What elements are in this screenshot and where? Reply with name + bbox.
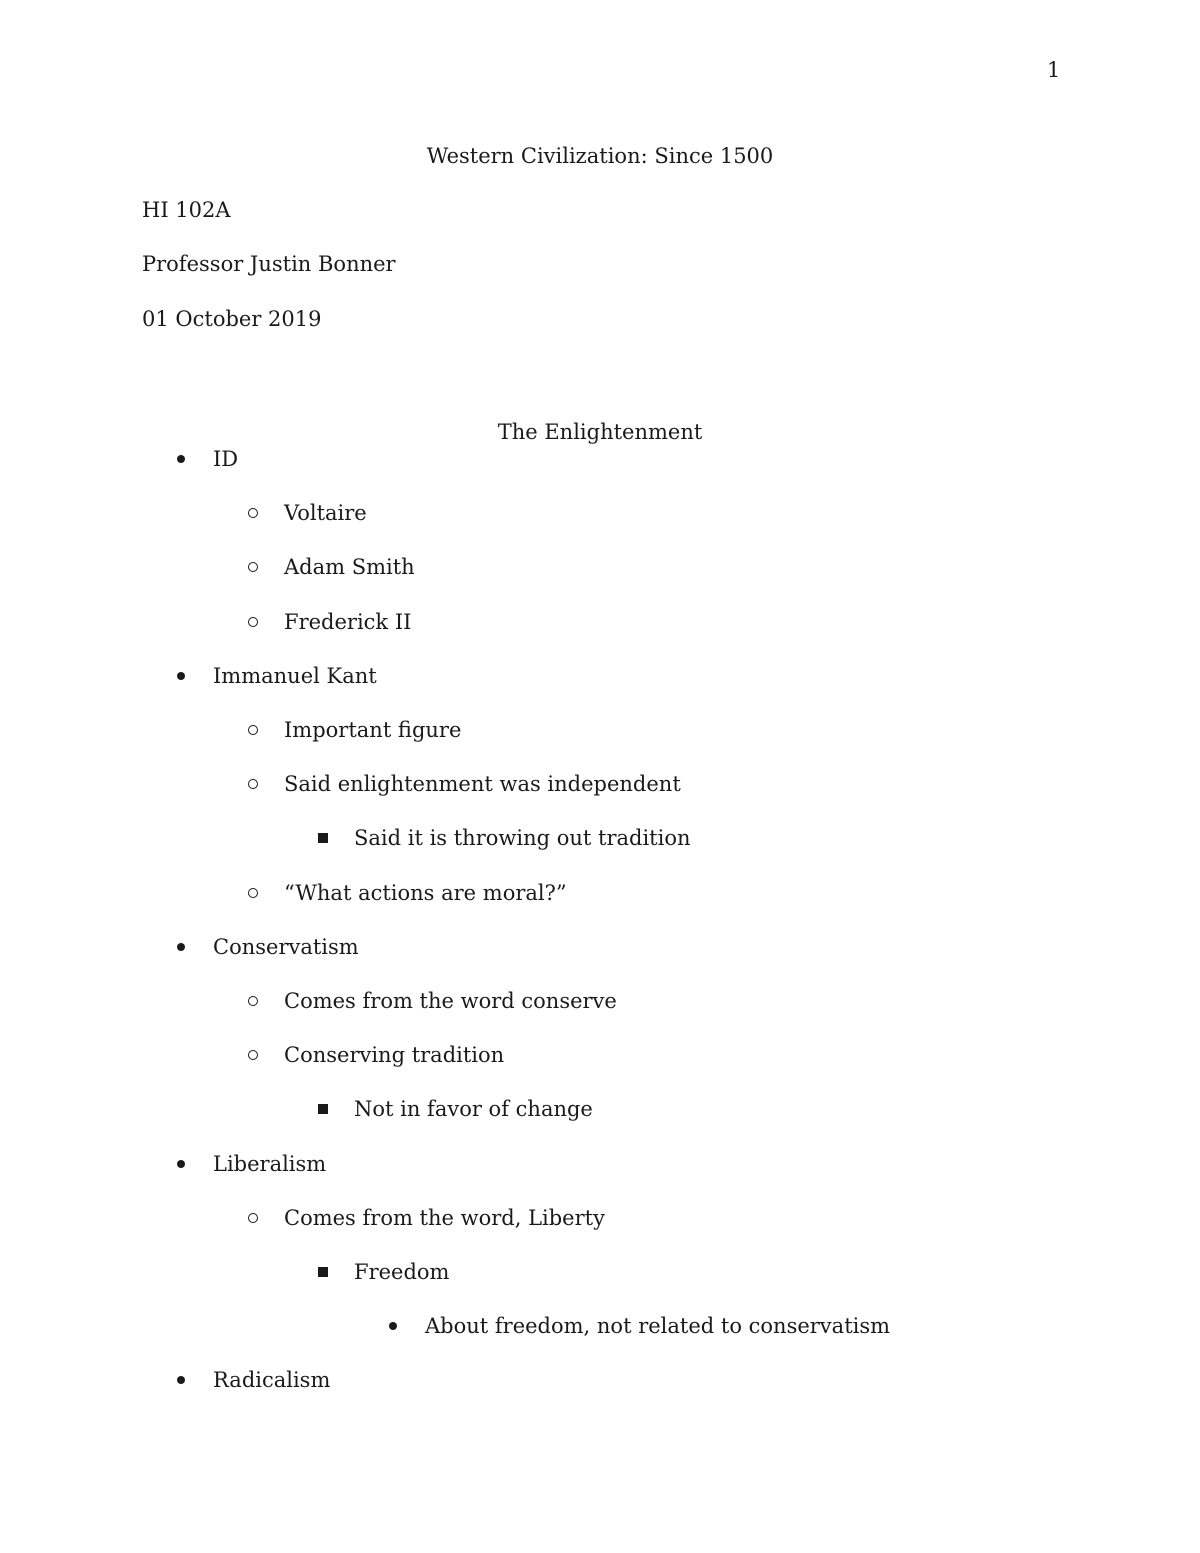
bullet-icon xyxy=(248,554,284,580)
outline-item-level-3 xyxy=(318,1096,593,1122)
outline-item-text: ID xyxy=(213,447,239,471)
course-code: HI 102A xyxy=(142,198,231,222)
bullet-icon xyxy=(177,446,213,472)
professor-name: Professor Justin Bonner xyxy=(142,252,396,276)
bullet-icon xyxy=(248,1042,284,1068)
bullet-icon xyxy=(318,825,354,851)
outline-item-text: Comes from the word, Liberty xyxy=(284,1206,605,1230)
outline-item-text: Immanuel Kant xyxy=(213,664,377,688)
outline-item-level-2 xyxy=(248,609,411,635)
essay-title: The Enlightenment xyxy=(497,420,703,444)
bullet-icon xyxy=(248,609,284,635)
outline-item-level-1 xyxy=(177,663,377,689)
outline-item-text: Radicalism xyxy=(213,1368,331,1392)
outline-item-text: Said enlightenment was independent xyxy=(284,772,681,796)
outline-item-text: Voltaire xyxy=(284,501,367,525)
page-number: 1 xyxy=(1047,58,1061,82)
bullet-icon xyxy=(177,1367,213,1393)
bullet-icon xyxy=(177,934,213,960)
outline-item-level-1 xyxy=(177,1151,326,1177)
outline-item-text: About freedom, not related to conservatism xyxy=(425,1314,891,1338)
outline-item-level-2 xyxy=(248,1205,605,1231)
outline-item-text: “What actions are moral?” xyxy=(284,881,567,905)
outline-item-text: Important figure xyxy=(284,718,462,742)
bullet-icon xyxy=(248,988,284,1014)
bullet-icon xyxy=(248,717,284,743)
outline-item-level-2 xyxy=(248,1042,504,1068)
outline-item-level-4 xyxy=(389,1313,890,1339)
outline-item-level-2 xyxy=(248,554,415,580)
outline-item-level-2 xyxy=(248,717,461,743)
outline-item-text: Conservatism xyxy=(213,935,359,959)
outline-item-text: Frederick II xyxy=(284,610,412,634)
outline-item-text: Liberalism xyxy=(213,1152,327,1176)
outline-item-level-3 xyxy=(318,825,690,851)
outline-item-level-2 xyxy=(248,880,567,906)
bullet-icon xyxy=(177,663,213,689)
outline-item-text: Freedom xyxy=(354,1260,450,1284)
bullet-icon xyxy=(248,771,284,797)
course-title: Western Civilization: Since 1500 xyxy=(426,144,774,168)
outline-item-text: Conserving tradition xyxy=(284,1043,505,1067)
bullet-icon xyxy=(318,1096,354,1122)
outline-item-text: Adam Smith xyxy=(284,555,415,579)
outline-item-text: Not in favor of change xyxy=(354,1097,593,1121)
outline-item-level-2 xyxy=(248,500,367,526)
outline-item-level-2 xyxy=(248,771,681,797)
outline-item-level-2 xyxy=(248,988,617,1014)
bullet-icon xyxy=(318,1259,354,1285)
bullet-icon xyxy=(248,880,284,906)
outline-item-level-1 xyxy=(177,446,238,472)
outline-item-level-1 xyxy=(177,1367,330,1393)
bullet-icon xyxy=(177,1151,213,1177)
bullet-icon xyxy=(389,1313,425,1339)
outline-item-text: Comes from the word conserve xyxy=(284,989,617,1013)
bullet-icon xyxy=(248,1205,284,1231)
date-line: 01 October 2019 xyxy=(142,307,322,331)
outline-item-level-3 xyxy=(318,1259,449,1285)
bullet-icon xyxy=(248,500,284,526)
outline-item-level-1 xyxy=(177,934,359,960)
outline-item-text: Said it is throwing out tradition xyxy=(354,826,691,850)
